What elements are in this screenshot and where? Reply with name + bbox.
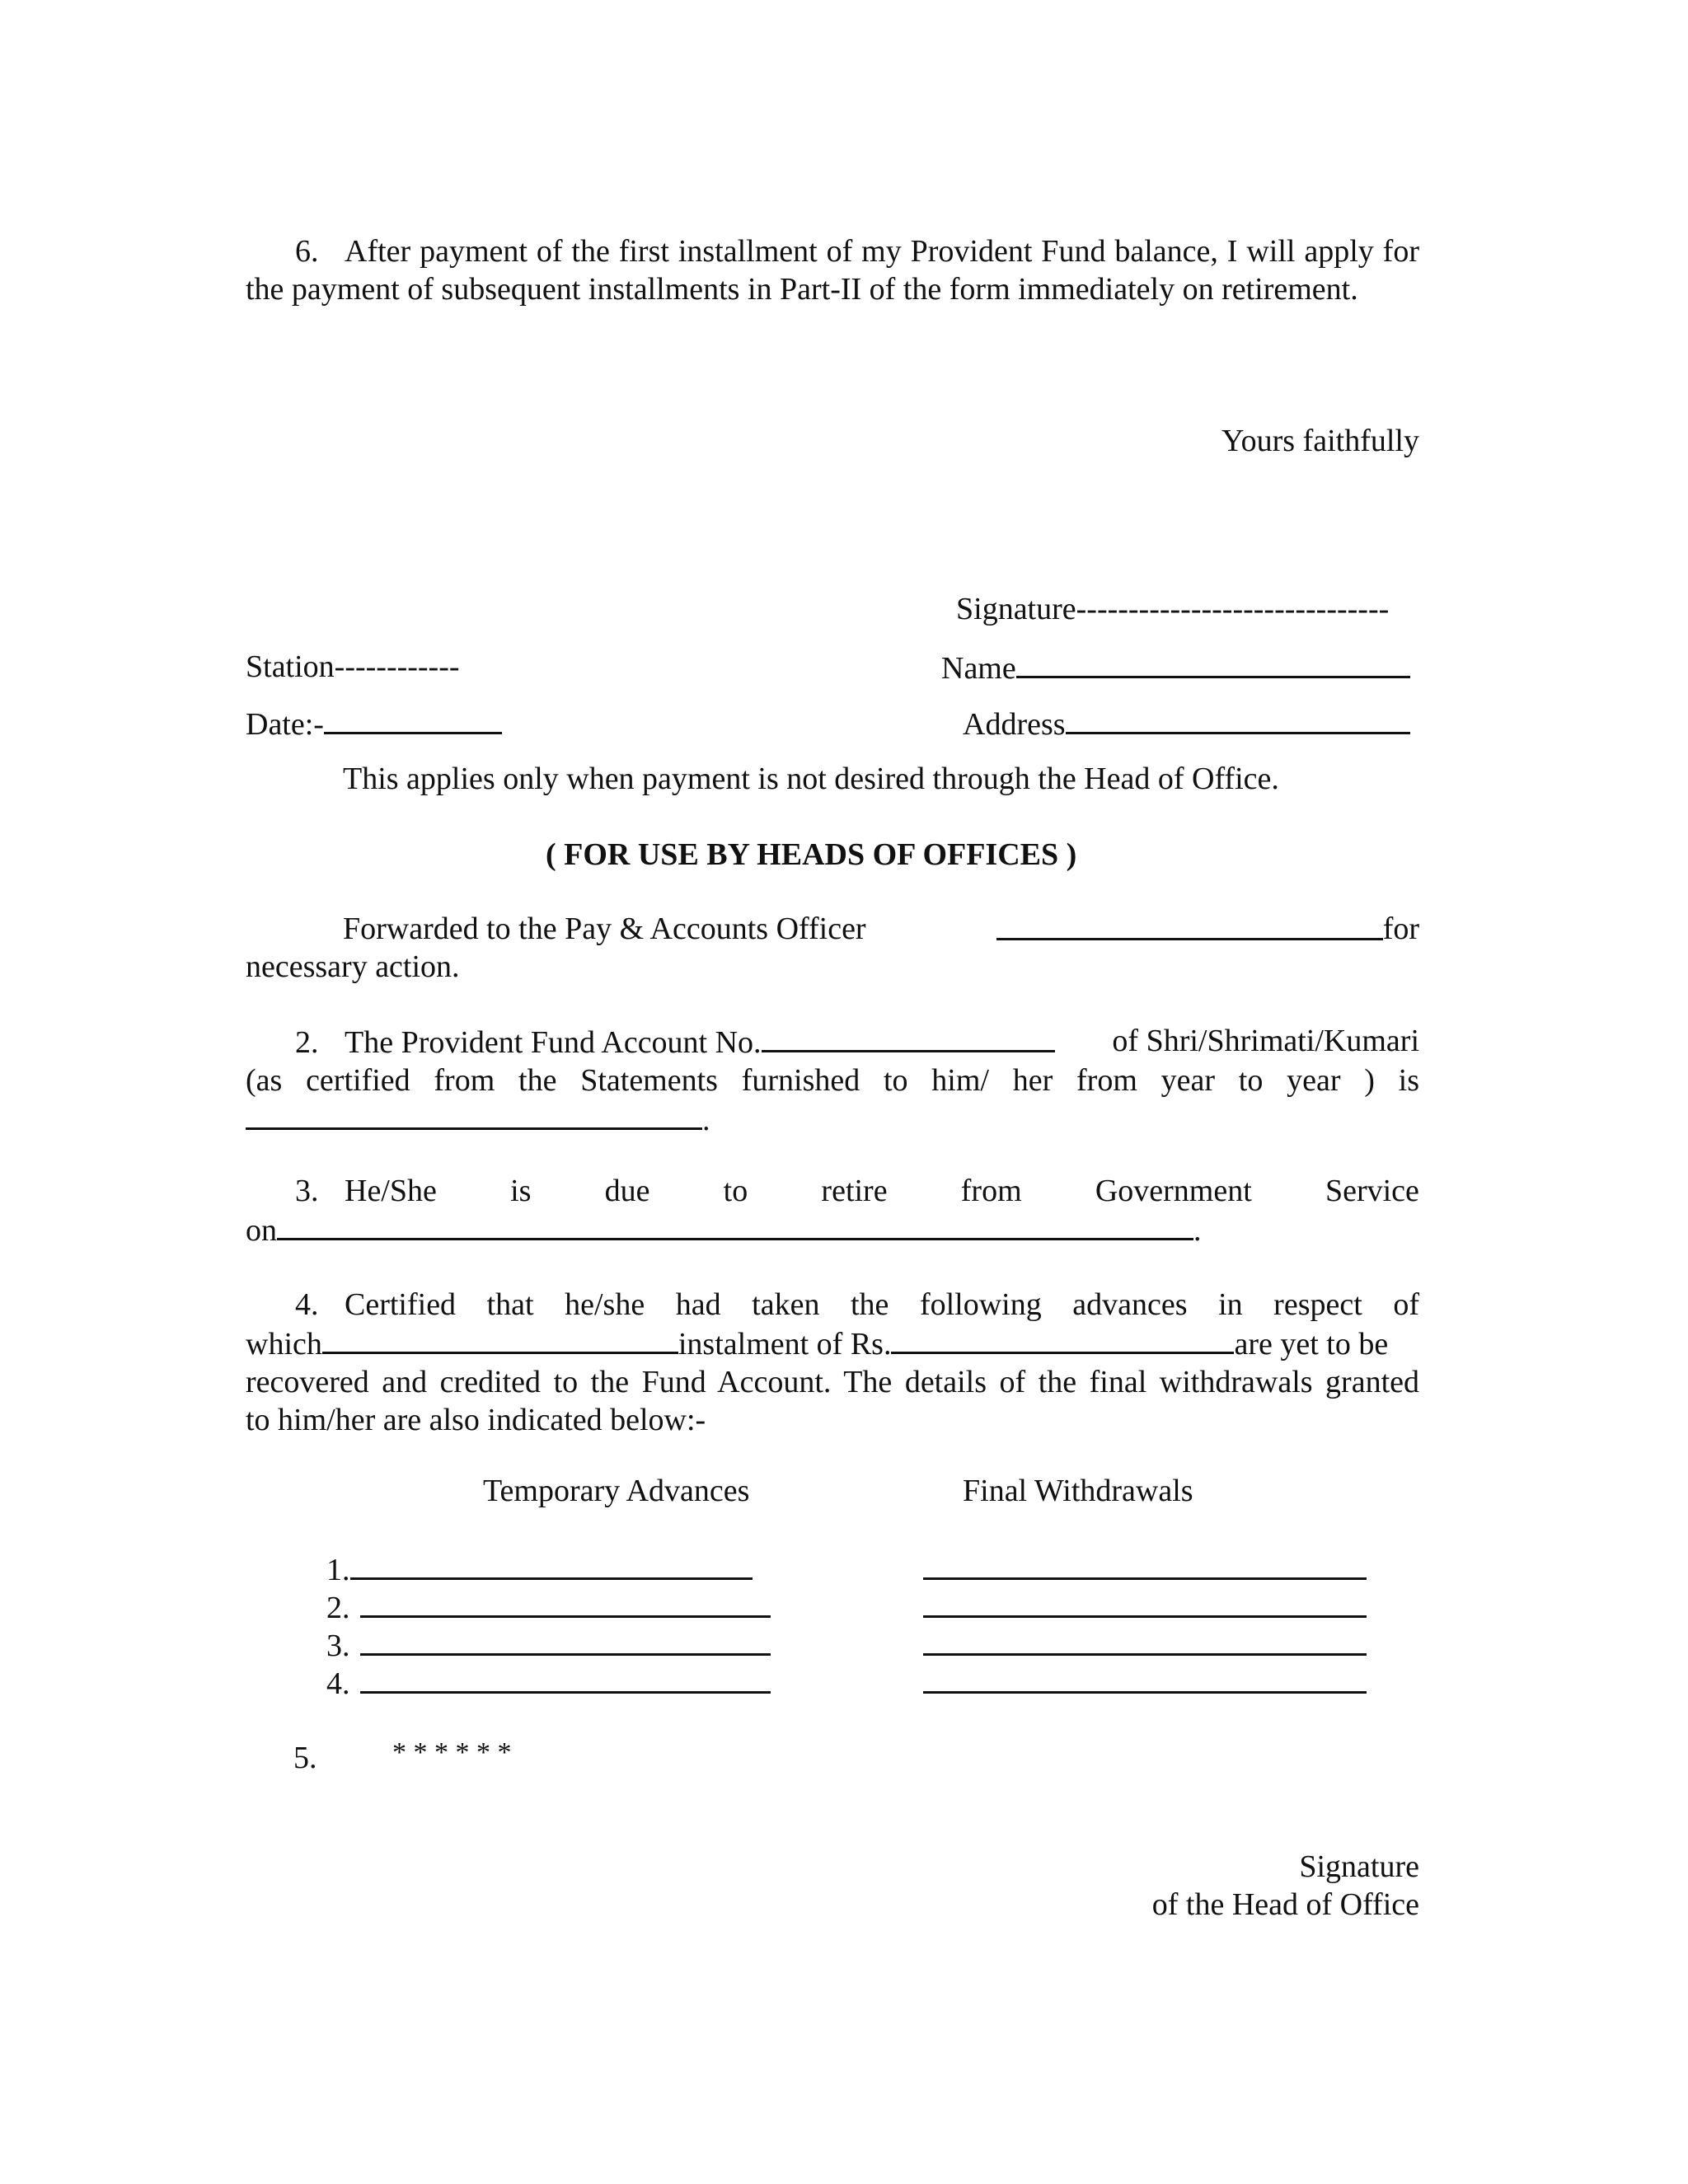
para4-line-4: to him/her are also indicated below:- [246, 1403, 706, 1437]
forward-line-2: necessary action. [246, 949, 460, 984]
address-blank[interactable] [1066, 704, 1410, 734]
name-blank[interactable] [1016, 648, 1410, 678]
final-blank-2[interactable] [923, 1587, 1367, 1618]
col-header-final: Final Withdrawals [963, 1474, 1193, 1508]
instalment-count-blank[interactable] [322, 1324, 678, 1354]
date-label: Date:- [246, 707, 324, 742]
final-blank-1[interactable] [923, 1549, 1367, 1580]
para4-line-3: recovered and credited to the Fund Account. The details of the final withdrawals granted [246, 1365, 1419, 1399]
forward-line-1 [246, 910, 1419, 948]
col-header-temporary: Temporary Advances [483, 1474, 750, 1508]
closing-text: Yours faithfully [1221, 424, 1419, 458]
note-text: This applies only when payment is not desired through the Head of Office. [343, 762, 1279, 796]
address-label: Address [963, 707, 1066, 742]
para4-line-1: 4. Certified that he/she had taken the following advances in respect of [295, 1287, 1419, 1322]
name-field[interactable] [941, 648, 1410, 687]
temporary-blank-1[interactable] [350, 1549, 753, 1580]
forward-text-1: Forwarded to the Pay & Accounts Officer [343, 912, 866, 946]
final-blank-2-wrap [923, 1587, 1367, 1627]
paragraph-text: After payment of the first installment of my Provident Fund balance, I will apply for the payment of subsequent installments in Part-II of the form immediately on retirement. [246, 234, 1419, 307]
table-row: 1. [326, 1549, 753, 1589]
paragraph-number: 4. [295, 1287, 319, 1322]
name-label: Name [941, 651, 1016, 686]
forward-paragraph [246, 910, 1419, 986]
final-blank-4[interactable] [923, 1663, 1367, 1694]
pao-blank[interactable] [996, 910, 1382, 940]
amount-blank[interactable] [891, 1324, 1234, 1354]
paragraph-number: 2. [295, 1025, 319, 1060]
paragraph-2 [246, 1022, 1419, 1139]
retire-date-blank[interactable] [277, 1210, 1193, 1240]
footer-head-of-office: of the Head of Office [1151, 1887, 1419, 1922]
final-blank-3-wrap [923, 1625, 1367, 1665]
date-blank[interactable] [324, 704, 502, 734]
balance-blank[interactable] [246, 1099, 702, 1130]
paragraph-number: 6. [295, 234, 319, 269]
paragraph-3 [246, 1172, 1419, 1249]
signature-line: Signature------------------------------ [956, 592, 1390, 626]
para2-line-2: (as certified from the Statements furnished to him/ her from year to year ) is [246, 1063, 1419, 1098]
para2-text-2: of Shri/Shrimati/Kumari [1112, 1024, 1419, 1058]
para2-line-3: . [246, 1099, 1419, 1139]
para3-line-2: on . [246, 1210, 1419, 1249]
footer-signature: Signature [1299, 1849, 1419, 1884]
para2-line-1 [246, 1022, 1419, 1062]
paragraph-5-number: 5. [293, 1741, 317, 1775]
para3-line-1: 3. He/She is due to retire from Government Service [295, 1174, 1419, 1208]
account-no-blank[interactable] [762, 1022, 1055, 1052]
para2-text-1: The Provident Fund Account No. [345, 1025, 762, 1060]
paragraph-5-stars: * * * * * * [392, 1737, 512, 1768]
address-field[interactable] [963, 704, 1410, 743]
table-row: 2. [326, 1587, 771, 1627]
paragraph-4 [246, 1286, 1419, 1439]
table-row: 4. [326, 1663, 771, 1703]
final-blank-3[interactable] [923, 1625, 1367, 1656]
paragraph-6 [246, 232, 1419, 308]
paragraph-number: 3. [295, 1174, 319, 1208]
section-heading: ( FOR USE BY HEADS OF OFFICES ) [546, 837, 1077, 872]
final-blank-4-wrap [923, 1663, 1367, 1703]
para4-line-2: which instalment of Rs. are yet to be [246, 1324, 1419, 1363]
station-label: Station------------ [246, 649, 460, 684]
forward-text-2: for [1382, 912, 1419, 946]
temporary-blank-4[interactable] [360, 1663, 771, 1694]
forward-text [246, 910, 1001, 948]
date-field[interactable] [246, 704, 502, 743]
temporary-blank-3[interactable] [360, 1625, 771, 1656]
final-blank-1-wrap [923, 1549, 1367, 1589]
temporary-blank-2[interactable] [360, 1587, 771, 1618]
table-row: 3. [326, 1625, 771, 1665]
